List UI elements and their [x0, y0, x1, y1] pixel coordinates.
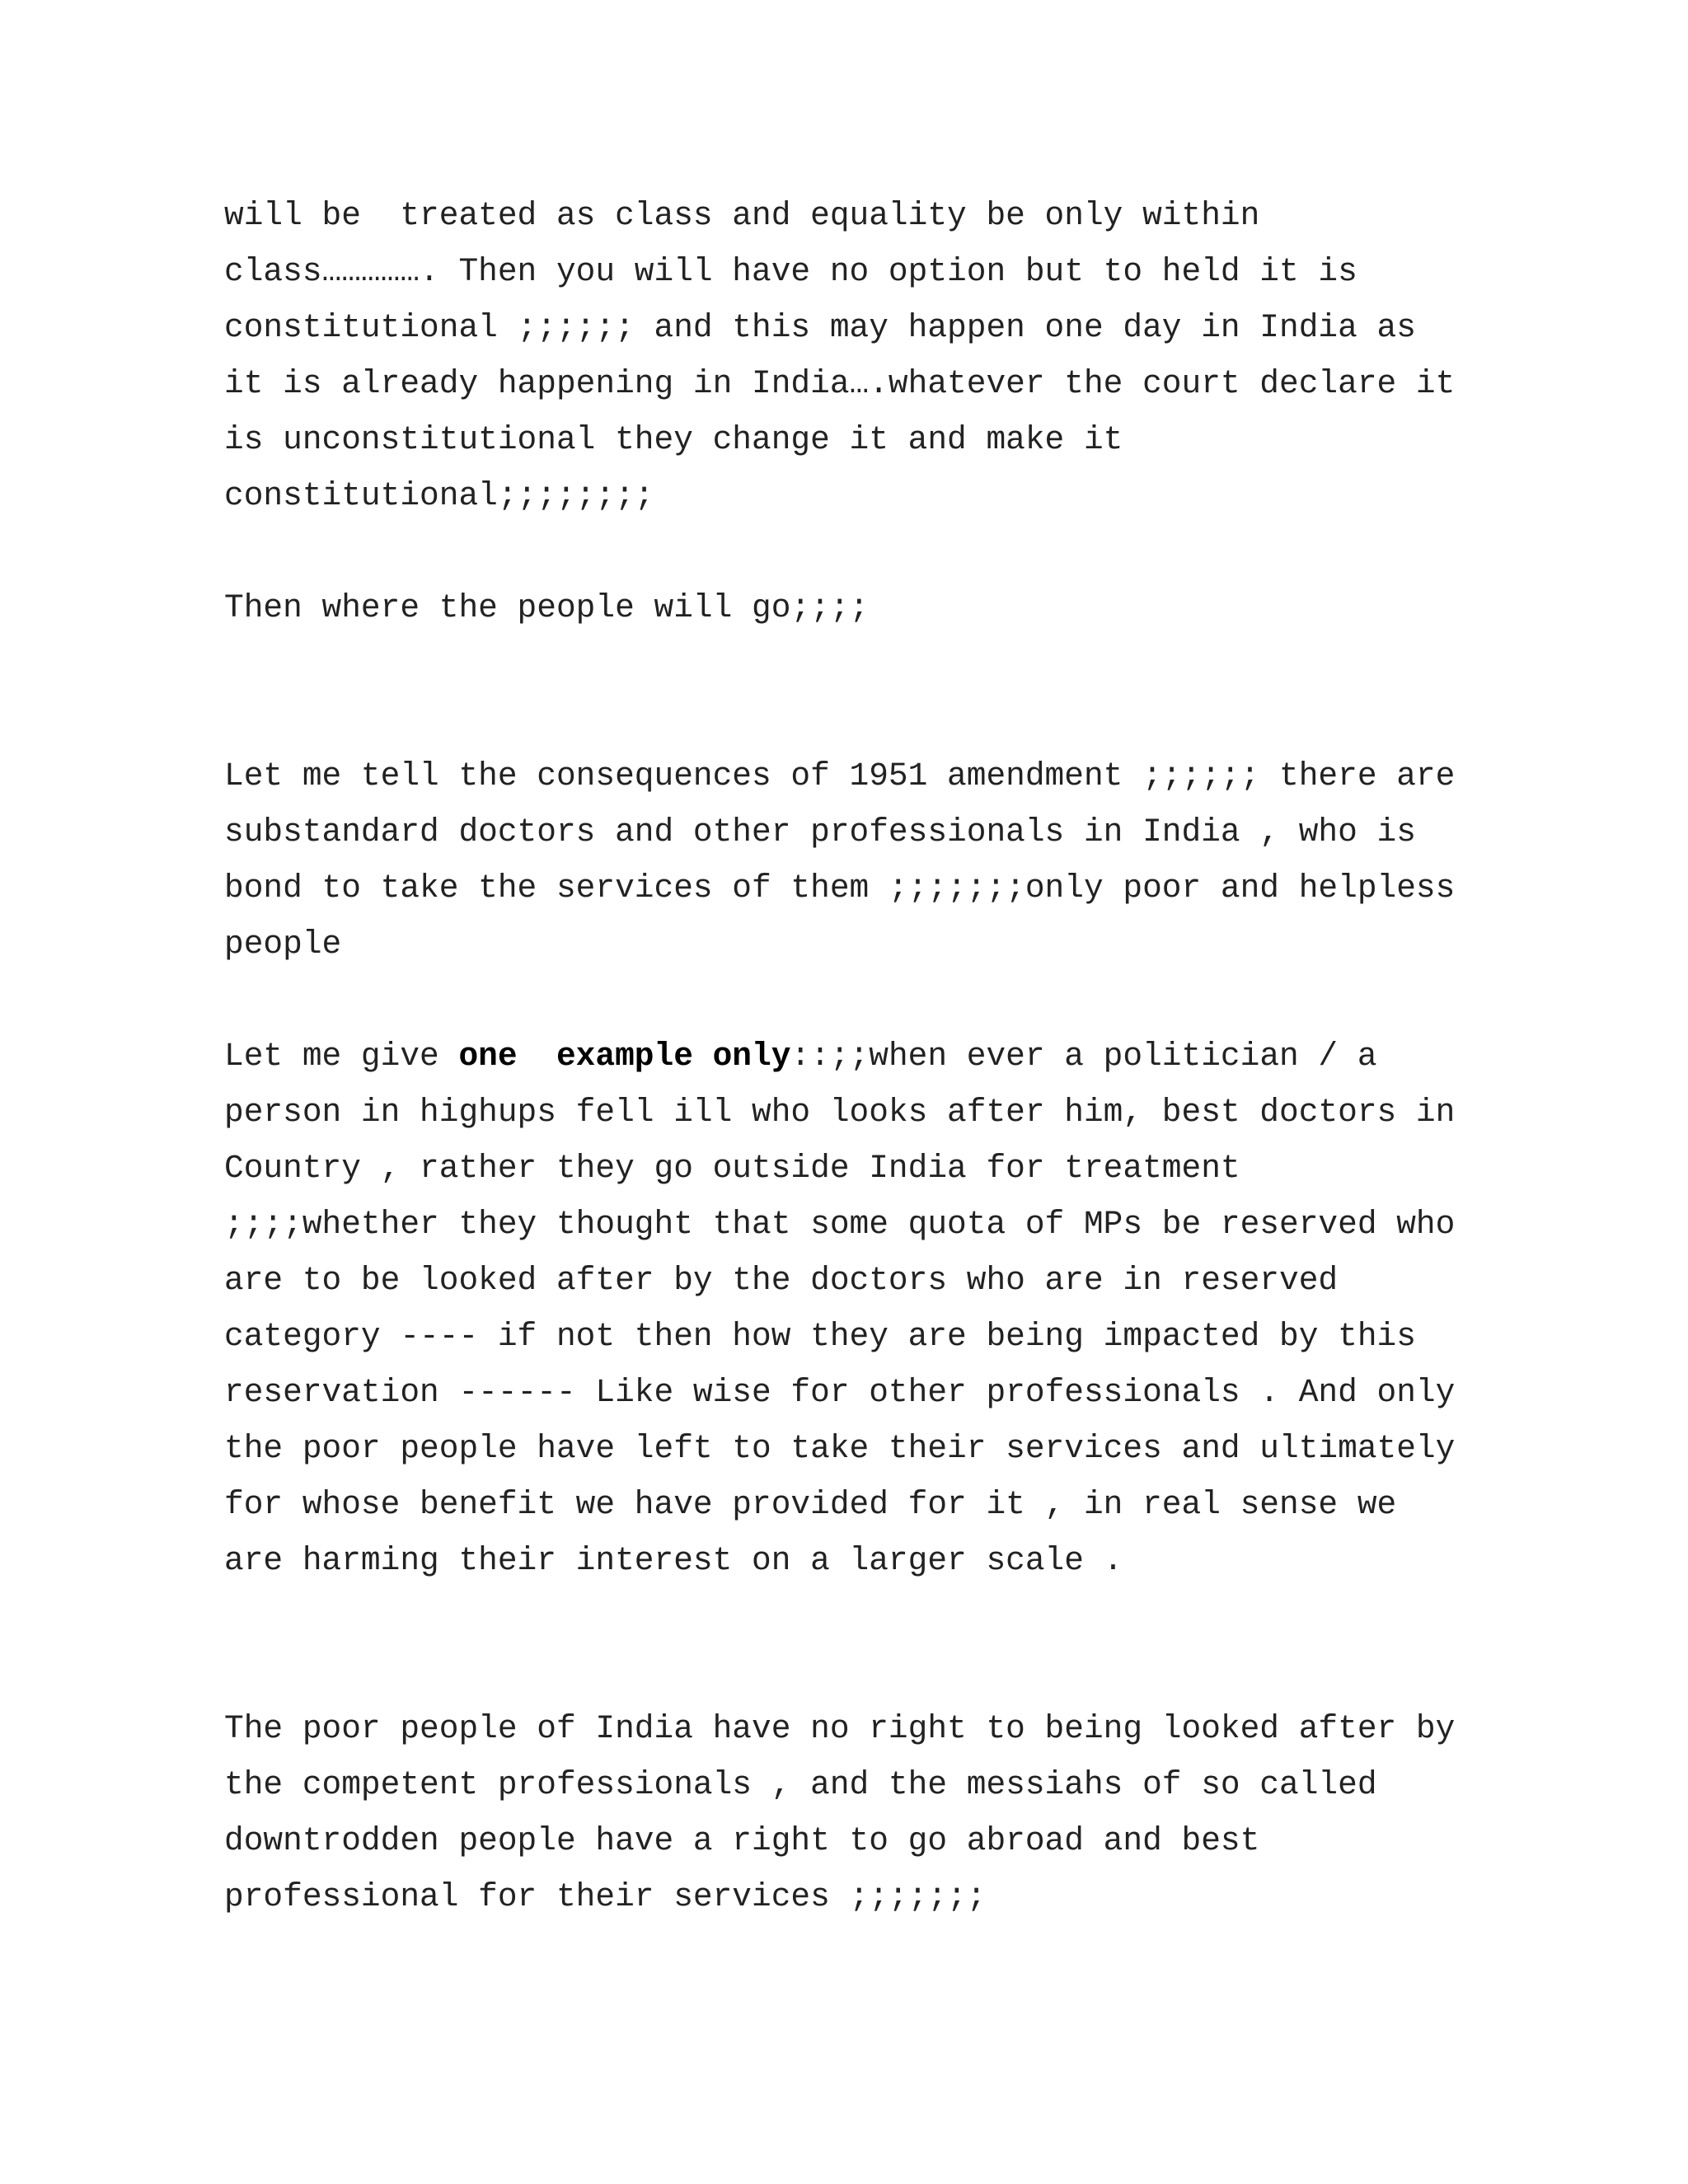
paragraph-3: [224, 748, 1477, 972]
paragraph-line: are to be looked after by the doctors who are in reserved: [224, 1262, 1339, 1299]
paragraph-line: category ---- if not then how they are being impacted by this: [224, 1318, 1416, 1355]
paragraph-line: will be treated as class and equality be only within: [224, 197, 1260, 234]
paragraph-5: [224, 1701, 1477, 1925]
paragraph-line: is unconstitutional they change it and make it: [224, 421, 1123, 458]
emphasis-text: one example only: [458, 1038, 791, 1075]
paragraph-line: for whose benefit we have provided for it , in real sense we: [224, 1486, 1397, 1523]
paragraph-4: [224, 1029, 1477, 1589]
paragraph-line: class……………. Then you will have no option but to held it is: [224, 253, 1357, 290]
paragraph-line: constitutional;;;;;;;;: [224, 477, 654, 514]
paragraph-line-with-emphasis: [224, 1029, 1477, 1085]
paragraph-line: professional for their services ;;;;;;;: [224, 1878, 987, 1915]
paragraph-line: person in highups fell ill who looks after him, best doctors in: [224, 1094, 1456, 1131]
paragraph-line: Let me tell the consequences of 1951 amendment ;;;;;; there are: [224, 757, 1456, 794]
paragraph-line: Then where the people will go;;;;: [224, 589, 870, 626]
paragraph-line: it is already happening in India….whatever the court declare it: [224, 365, 1456, 402]
paragraph-line: downtrodden people have a right to go abroad and best: [224, 1822, 1260, 1859]
paragraph-line: Country , rather they go outside India for treatment: [224, 1150, 1240, 1187]
paragraph-line: constitutional ;;;;;; and this may happen one day in India as: [224, 309, 1416, 346]
paragraph-line: bond to take the services of them ;;;;;;;only poor and helpless: [224, 869, 1456, 907]
paragraph-1: [224, 188, 1477, 524]
paragraph-line: the competent professionals , and the messiahs of so called: [224, 1766, 1377, 1803]
paragraph-line: the poor people have left to take their services and ultimately: [224, 1430, 1456, 1467]
paragraph-line: reservation ------ Like wise for other professionals . And only: [224, 1374, 1456, 1411]
paragraph-2: [224, 580, 1477, 636]
paragraph-line: ;;;;whether they thought that some quota of MPs be reserved who: [224, 1206, 1456, 1243]
paragraph-line: The poor people of India have no right to being looked after by: [224, 1710, 1456, 1747]
line-prefix: Let me give: [224, 1038, 459, 1075]
paragraph-line: are harming their interest on a larger scale .: [224, 1542, 1123, 1579]
paragraph-line: substandard doctors and other professionals in India , who is: [224, 813, 1416, 851]
paragraph-line: people: [224, 926, 342, 963]
line-suffix: ::;;when ever a politician / a: [790, 1038, 1377, 1075]
